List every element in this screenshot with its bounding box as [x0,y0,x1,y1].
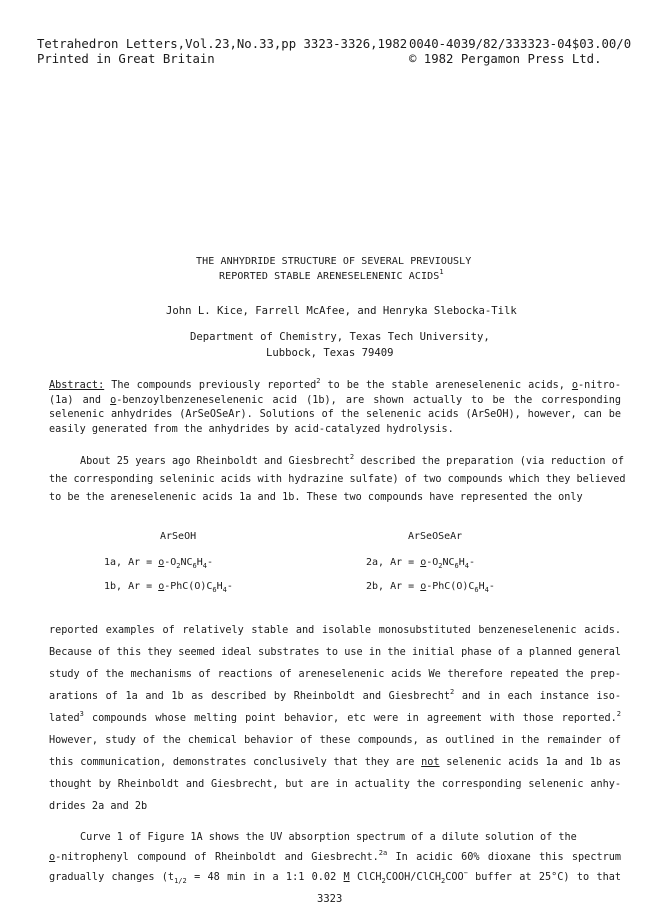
title-line-2: REPORTED STABLE ARENESELENENIC ACIDS$^1$ [219,268,444,282]
journal-code [409,37,631,67]
para2-line-1: reported examples of relatively stable and isolable monosubstituted benzeneselenenic acids. [49,625,621,636]
para2-line-9: drides 2a and 2b [49,801,148,812]
para1-line-1: About 25 years ago Rheinboldt and Giesbrecht$^2$ described the preparation (via reduction of [80,453,624,467]
para2-line-2: Because of this they seemed ideal substrates to use in the initial phase of a planned general [49,647,621,658]
para3-line-3: gradually changes ($t_{1/2} = 48$ min in a 1:1 0.02 M ClCH$_2$COOH/ClCH$_2$COO− buffer at 25°C) to that [49,869,622,885]
compound-2b: 2b, $Ar = o-PhC(O)C_6H_4-$ [366,581,495,594]
abstract-label: Abstract: [49,380,105,391]
authors: John L. Kice, Farrell McAfee, and Henryka Slebocka-Tilk [166,305,517,317]
para2-line-4: arations of 1a and 1b as described by Rheinboldt and Giesbrecht$^2$ and in each instance iso- [49,688,622,702]
title-line-1: THE ANHYDRIDE STRUCTURE OF SEVERAL PREVIOUSLY [196,256,472,267]
page-number: 3323 [317,893,343,905]
compound-1b: 1b, $Ar = o-PhC(O)C_6H_4-$ [104,581,233,594]
compound-heading-acid: ArSeOH [160,531,197,542]
abstract-line-2: (1a) and o-benzoylbenzeneselenenic acid (1b), are shown actually to be the corresponding [49,395,622,406]
affiliation-line-1: Department of Chemistry, Texas Tech University, [190,331,490,343]
compound-1a: 1a, $Ar = o-O_2NC_6H_4-$ [104,557,214,570]
abstract-line-3: selenenic anhydrides (ArSeOSeAr). Solutions of the selenenic acids (ArSeOH), however, can be [49,409,621,420]
para3-line-1: Curve 1 of Figure 1A shows the UV absorption spectrum of a dilute solution of the [80,832,577,843]
abstract-line-4: easily generated from the anhydrides by acid-catalyzed hydrolysis. [49,424,454,435]
para2-line-8: thought by Rheinboldt and Giesbrecht, but are in actuality the corresponding selenenic anhy- [49,779,621,790]
para1-line-2: the corresponding seleninic acids with hydrazine sulfate) of two compounds which they believed [49,474,626,485]
journal-line: Tetrahedron Letters,Vol.23,No.33,pp 3323-3326,1982 [37,37,408,51]
para2-line-6: However, study of the chemical behavior of these compounds, as outlined in the remainder of [49,735,621,746]
para2-line-5: lated$^3$ compounds whose melting point behavior, etc were in agreement with those reported.$^2$ [49,710,621,724]
compound-heading-anhydride: ArSeOSeAr [408,531,463,542]
journal-citation [37,37,407,67]
para1-line-3: to be the areneselenenic acids 1a and 1b. These two compounds have represented the only [49,492,583,503]
copyright-line: © 1982 Pergamon Press Ltd. [409,52,602,66]
para2-line-7: this communication, demonstrates conclusively that they are not selenenic acids 1a and 1b as [49,757,621,768]
affiliation-line-2: Lubbock, Texas 79409 [266,347,394,359]
compound-2a: 2a, $Ar = o-O_2NC_6H_4-$ [366,557,476,570]
code-line: 0040-4039/82/333323-04$03.00/0 [409,37,632,51]
para3-line-2: o-nitrophenyl compound of Rheinboldt and Giesbrecht.$^{2a}$ In acidic 60% dioxane this spectrum [49,849,621,863]
printed-line: Printed in Great Britain [37,52,215,66]
para2-line-3: study of the mechanisms of reactions of areneselenenic acids We therefore repeated the prep- [49,669,621,680]
abstract-line-1: Abstract: The compounds previously reported$^2$ to be the stable areneselenenic acids, o-nitro- [49,377,621,391]
